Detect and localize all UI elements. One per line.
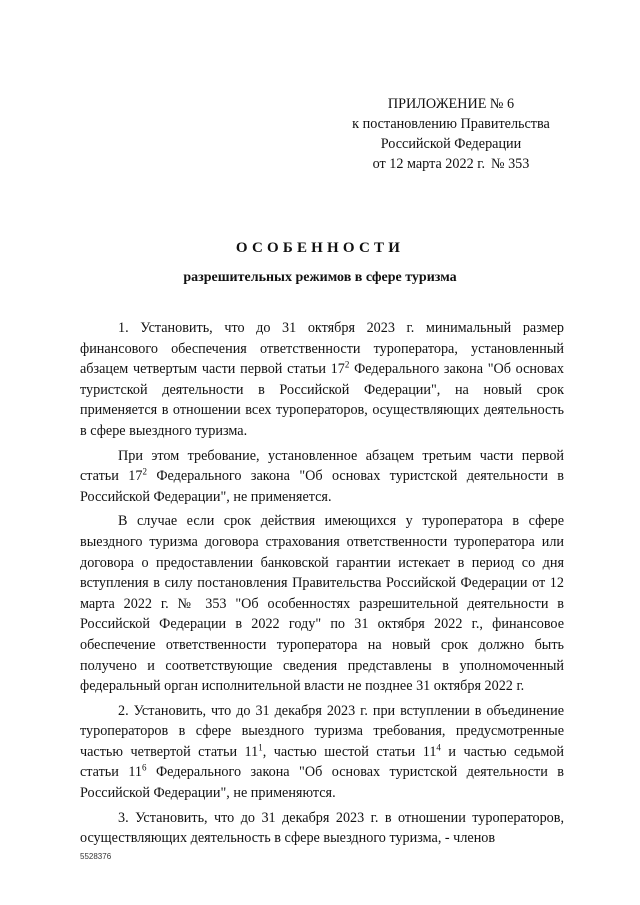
annex-header [320, 94, 582, 174]
paragraph-1-text-a: 1. Установить, что до 31 октября 2023 г. минимальный размер финансового обеспечения ответственности туроператора, установленный абзацем четвертым части первой статьи 17 [80, 320, 564, 378]
paragraph-2-text-b: Федерального закона "Об основах туристской деятельности в Российской Федерации", не применяется. [80, 468, 565, 505]
document-title: ОСОБЕННОСТИ [235, 240, 405, 256]
paragraph-4-text-c: и частью седьмой статьи 11 [80, 743, 564, 781]
paragraph-4-text-d: Федерального закона "Об основах туристской деятельности в Российской Федерации", не применяются. [80, 764, 564, 802]
paragraph-4-sup-b: 4 [436, 742, 441, 753]
footer-document-code: 5528376 [80, 852, 112, 861]
annex-date-line [320, 154, 582, 174]
paragraph-2 [80, 446, 564, 508]
paragraph-5: 3. Установить, что до 31 декабря 2023 г. в отношении туроператоров, осуществляющих деятельность в сфере выездного туризма, - членов [80, 809, 564, 847]
paragraph-1-sup: 2 [344, 359, 350, 370]
paragraph-1 [80, 318, 564, 442]
annex-line-decree: к постановлению Правительства [352, 116, 550, 132]
paragraph-2-sup: 2 [142, 466, 147, 477]
annex-date: от 12 марта 2022 г. [372, 156, 485, 172]
annex-title: ПРИЛОЖЕНИЕ № 6 [387, 96, 515, 112]
paragraph-4-text-b: , частью шестой статьи 11 [262, 743, 437, 760]
paragraph-4-sup-a: 1 [258, 742, 263, 753]
paragraph-2-text-a: При этом требование, установленное абзацем третьим части первой статьи 17 [80, 447, 564, 485]
document-body [80, 318, 564, 849]
paragraph-4-text-a: 2. Установить, что до 31 декабря 2023 г. при вступлении в объединение туроператоров в сфере выездного туризма требования, предусмотренные частью четвертой статьи 11 [80, 702, 564, 760]
annex-line-government: Российской Федерации [380, 136, 522, 152]
paragraph-1-text-b: Федерального закона "Об основах туристской деятельности в Российской Федерации", на новый срок применяется в отношении всех туроператоров, осуществляющих деятельность в сфере выездного туризма. [80, 361, 564, 439]
paragraph-4-sup-c: 6 [141, 762, 147, 773]
annex-number: № 353 [491, 156, 530, 172]
document-subtitle: разрешительных режимов в сфере туризма [183, 270, 457, 285]
paragraph-3: В случае если срок действия имеющихся у туроператора в сфере выездного туризма договора страхования ответственности туроператора или договора о предоставлении банковской гарантии истекает в период со дня вступления в силу постановления Правительства Российской Федерации от 12 марта 2022 г. № 353 "Об особенностях разрешительной деятельности в Российской Федерации в 2022 году" по 31 октября 2022 г., финансовое обеспечение ответственности туроператора на новый срок должно быть получено и соответствующие сведения представлены в уполномоченный федеральный орган исполнительной власти не позднее 31 октября 2022 г. [80, 513, 564, 695]
paragraph-4 [80, 701, 564, 804]
